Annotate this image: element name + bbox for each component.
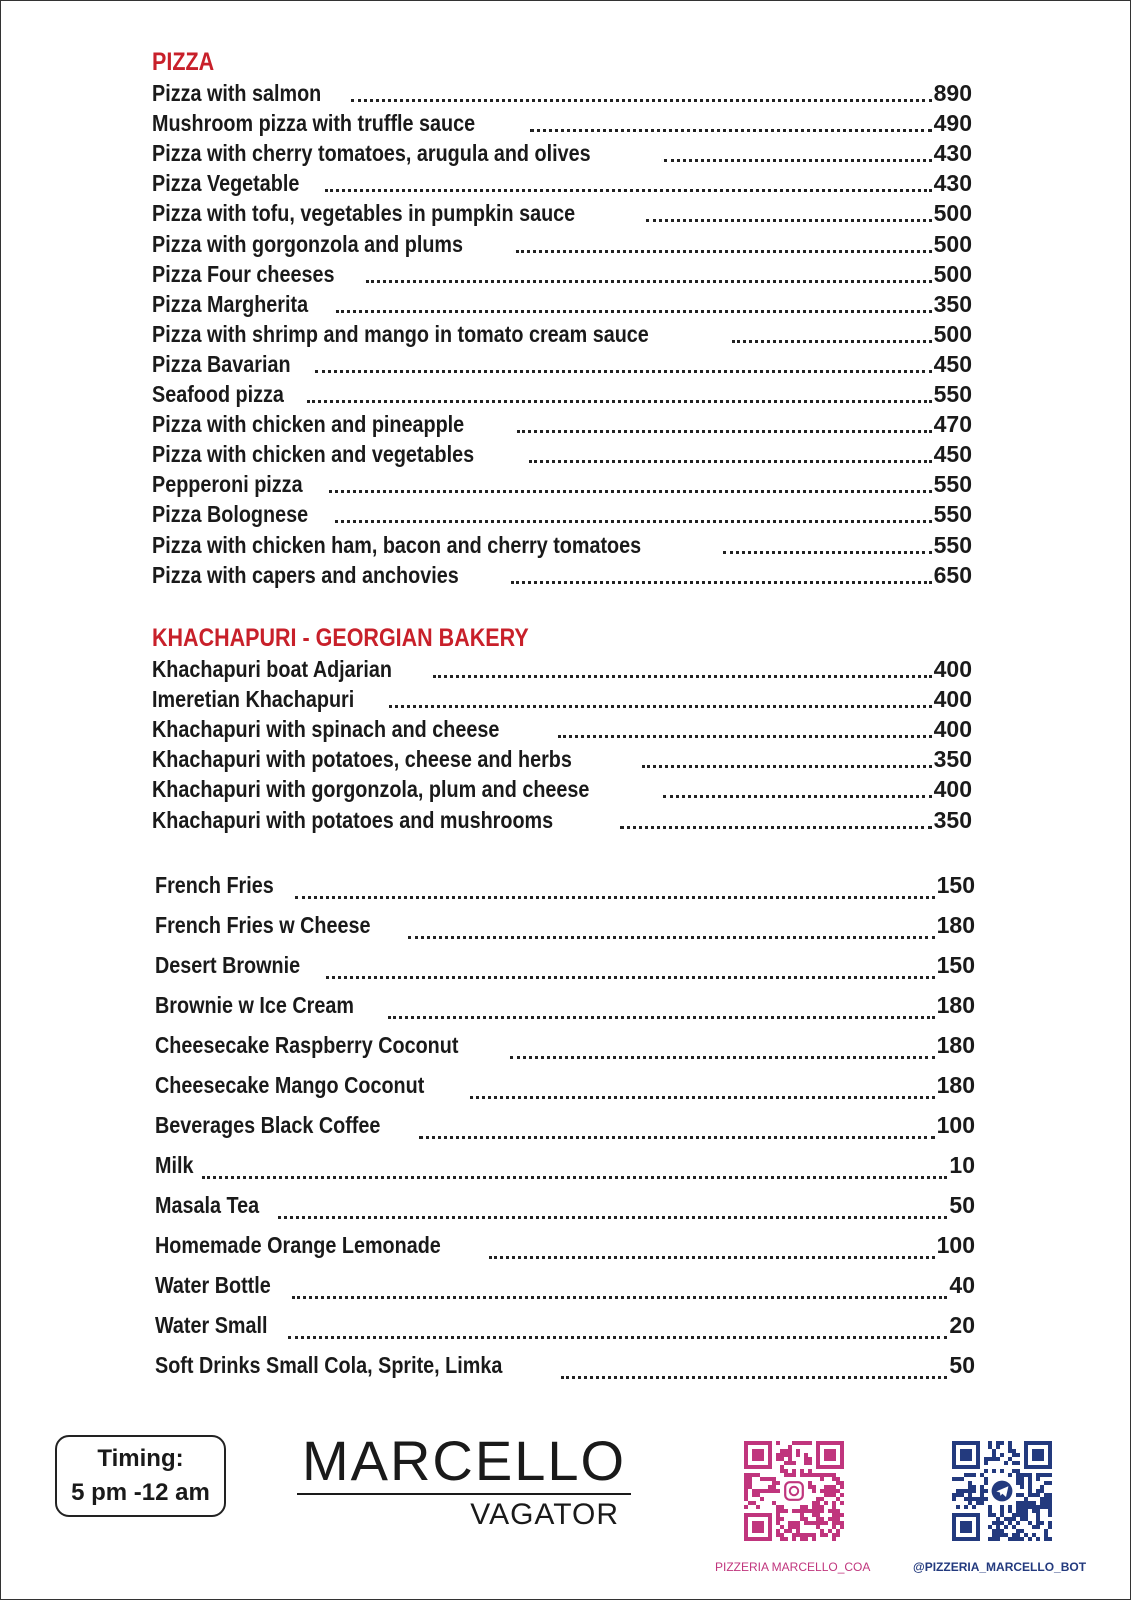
menu-item-row: [152, 744, 972, 774]
menu-item-name: Mushroom pizza with truffle sauce: [152, 110, 476, 137]
logo-main-text: MARCELLO: [301, 1429, 627, 1492]
menu-item-row: [155, 1345, 975, 1385]
menu-item-name: Cheesecake Mango Coconut: [155, 1072, 425, 1098]
menu-item-row: [152, 78, 972, 108]
menu-item-row: [152, 168, 972, 198]
menu-item-price: 400: [933, 716, 972, 743]
menu-item-name: Pizza with cherry tomatoes, arugula and olives: [152, 140, 591, 167]
dot-leader: [561, 1375, 948, 1379]
menu-item-row: [152, 714, 972, 744]
menu-item-name: Khachapuri with potatoes and mushrooms: [152, 806, 554, 833]
menu-item-row: [152, 469, 972, 499]
menu-item-price: 150: [936, 872, 975, 898]
menu-item-name: Pizza with gorgonzola and plums: [152, 230, 463, 257]
menu-item-row: [155, 865, 975, 905]
menu-item-price: 180: [936, 1032, 975, 1058]
dot-leader: [517, 429, 932, 433]
dot-leader: [278, 1215, 947, 1219]
menu-item-price: 20: [949, 1312, 975, 1338]
menu-item-row: [155, 1025, 975, 1065]
menu-item-name: Homemade Orange Lemonade: [155, 1232, 441, 1258]
dot-leader: [732, 339, 932, 343]
menu-item-name: Khachapuri with potatoes, cheese and herbs: [152, 746, 572, 773]
dot-leader: [389, 704, 931, 708]
menu-item-row: [152, 409, 972, 439]
menu-item-name: Imeretian Khachapuri: [152, 686, 355, 713]
timing-box: [55, 1435, 226, 1517]
dot-leader: [419, 1135, 935, 1139]
pizza-section-title: PIZZA: [152, 48, 215, 76]
dot-leader: [620, 825, 931, 829]
menu-item-price: 10: [949, 1152, 975, 1178]
menu-item-name: Pizza with tofu, vegetables in pumpkin sauce: [152, 200, 576, 227]
menu-item-price: 500: [933, 230, 972, 257]
menu-item-name: Brownie w Ice Cream: [155, 992, 354, 1018]
menu-item-price: 180: [936, 1072, 975, 1098]
menu-item-price: 650: [933, 561, 972, 588]
dot-leader: [723, 550, 932, 554]
menu-item-name: Pizza Bavarian: [152, 350, 291, 377]
menu-item-price: 890: [933, 80, 972, 107]
dot-leader: [510, 1055, 935, 1059]
menu-item-row: [155, 1185, 975, 1225]
dot-leader: [388, 1015, 934, 1019]
dot-leader: [326, 975, 935, 979]
menu-item-row: [152, 108, 972, 138]
menu-item-row: [152, 560, 972, 590]
extras-items: [155, 865, 975, 1385]
menu-item-name: Pizza with shrimp and mango in tomato cream sauce: [152, 320, 649, 347]
menu-item-name: Khachapuri with gorgonzola, plum and cheese: [152, 776, 590, 803]
menu-item-name: Pizza Bolognese: [152, 501, 309, 528]
menu-item-row: [155, 945, 975, 985]
menu-item-name: Pepperoni pizza: [152, 471, 303, 498]
marcello-logo: [297, 1431, 631, 1531]
menu-item-name: Pizza Vegetable: [152, 170, 300, 197]
menu-item-price: 400: [933, 686, 972, 713]
menu-item-name: Masala Tea: [155, 1192, 260, 1218]
menu-item-name: Beverages Black Coffee: [155, 1112, 381, 1138]
menu-item-price: 450: [933, 350, 972, 377]
menu-item-row: [152, 138, 972, 168]
menu-item-price: 100: [936, 1232, 975, 1258]
menu-item-price: 500: [933, 200, 972, 227]
menu-item-row: [152, 289, 972, 319]
menu-item-row: [152, 804, 972, 834]
menu-item-price: 400: [933, 776, 972, 803]
menu-item-row: [152, 228, 972, 258]
menu-item-name: Soft Drinks Small Cola, Sprite, Limka: [155, 1352, 503, 1378]
dot-leader: [408, 935, 935, 939]
dot-leader: [307, 399, 931, 403]
menu-item-name: Desert Brownie: [155, 952, 301, 978]
menu-item-name: Cheesecake Raspberry Coconut: [155, 1032, 459, 1058]
menu-item-name: Milk: [155, 1152, 194, 1178]
menu-item-price: 50: [949, 1192, 975, 1218]
dot-leader: [202, 1175, 948, 1179]
menu-item-price: 180: [936, 992, 975, 1018]
instagram-qr-code[interactable]: [744, 1441, 844, 1541]
dot-leader: [325, 188, 931, 192]
pizza-section: [152, 46, 972, 590]
menu-item-name: Pizza with chicken and vegetables: [152, 441, 475, 468]
menu-item-price: 550: [933, 471, 972, 498]
menu-item-row: [152, 684, 972, 714]
menu-item-price: 100: [936, 1112, 975, 1138]
dot-leader: [315, 369, 932, 373]
timing-hours: 5 pm -12 am: [71, 1479, 210, 1506]
menu-item-row: [155, 1225, 975, 1265]
logo-sub-text: VAGATOR: [470, 1498, 619, 1531]
khachapuri-section: [152, 622, 972, 835]
menu-item-name: Pizza with chicken ham, bacon and cherry tomatoes: [152, 531, 642, 558]
menu-item-price: 500: [933, 320, 972, 347]
menu-item-name: Water Small: [155, 1312, 268, 1338]
menu-item-row: [155, 1265, 975, 1305]
menu-item-name: Pizza Four cheeses: [152, 260, 335, 287]
menu-item-row: [152, 259, 972, 289]
menu-item-price: 500: [933, 260, 972, 287]
timing-label: Timing:: [97, 1445, 184, 1472]
dot-leader: [292, 1295, 948, 1299]
menu-item-row: [155, 1145, 975, 1185]
dot-leader: [470, 1095, 934, 1099]
menu-item-name: Khachapuri with spinach and cheese: [152, 716, 500, 743]
telegram-caption: @PIZZERIA_MARCELLO_BOT: [913, 1560, 1087, 1574]
dot-leader: [329, 489, 932, 493]
menu-item-price: 350: [933, 290, 972, 317]
menu-item-name: Pizza with capers and anchovies: [152, 561, 459, 588]
menu-item-name: Pizza with chicken and pineapple: [152, 411, 465, 438]
dot-leader: [558, 734, 932, 738]
menu-item-price: 550: [933, 501, 972, 528]
menu-item-row: [155, 1305, 975, 1345]
dot-leader: [642, 764, 931, 768]
dot-leader: [529, 459, 932, 463]
khachapuri-section-title: KHACHAPURI - GEORGIAN BAKERY: [152, 624, 529, 652]
telegram-qr-code[interactable]: [952, 1441, 1052, 1541]
dot-leader: [351, 98, 932, 102]
menu-item-price: 550: [933, 531, 972, 558]
menu-item-row: [152, 654, 972, 684]
menu-item-name: French Fries w Cheese: [155, 912, 371, 938]
dot-leader: [366, 279, 931, 283]
dot-leader: [336, 309, 932, 313]
dot-leader: [646, 218, 932, 222]
menu-item-price: 450: [933, 441, 972, 468]
menu-item-name: Pizza Margherita: [152, 290, 309, 317]
pizza-items: [152, 78, 972, 590]
menu-item-row: [152, 379, 972, 409]
menu-item-row: [152, 349, 972, 379]
logo-divider: [297, 1493, 631, 1495]
menu-item-row: [152, 198, 972, 228]
instagram-caption: PIZZERIA MARCELLO_COA: [715, 1560, 871, 1574]
menu-item-price: 50: [949, 1352, 975, 1378]
dot-leader: [433, 674, 932, 678]
menu-item-price: 350: [933, 746, 972, 773]
menu-item-row: [152, 499, 972, 529]
menu-item-row: [152, 529, 972, 559]
menu-item-name: Water Bottle: [155, 1272, 271, 1298]
menu-item-name: Pizza with salmon: [152, 80, 322, 107]
dot-leader: [295, 895, 935, 899]
khachapuri-items: [152, 654, 972, 835]
dot-leader: [511, 580, 932, 584]
menu-item-price: 180: [936, 912, 975, 938]
menu-item-row: [152, 774, 972, 804]
extras-section: [155, 865, 975, 1385]
menu-item-row: [155, 985, 975, 1025]
dot-leader: [663, 794, 932, 798]
menu-item-price: 490: [933, 110, 972, 137]
dot-leader: [489, 1255, 934, 1259]
menu-item-name: Seafood pizza: [152, 381, 284, 408]
menu-item-price: 430: [933, 140, 972, 167]
menu-item-price: 550: [933, 381, 972, 408]
menu-item-row: [152, 439, 972, 469]
dot-leader: [288, 1335, 948, 1339]
dot-leader: [664, 158, 932, 162]
dot-leader: [335, 519, 931, 523]
menu-item-price: 400: [933, 656, 972, 683]
menu-item-row: [155, 905, 975, 945]
menu-item-price: 150: [936, 952, 975, 978]
menu-item-price: 470: [933, 411, 972, 438]
menu-item-row: [155, 1065, 975, 1105]
menu-item-price: 40: [949, 1272, 975, 1298]
dot-leader: [530, 128, 932, 132]
menu-item-name: Khachapuri boat Adjarian: [152, 656, 392, 683]
menu-item-row: [155, 1105, 975, 1145]
dot-leader: [516, 249, 932, 253]
menu-item-price: 350: [933, 806, 972, 833]
menu-item-name: French Fries: [155, 872, 274, 898]
menu-item-price: 430: [933, 170, 972, 197]
menu-item-row: [152, 319, 972, 349]
telegram-icon: [992, 1481, 1013, 1502]
